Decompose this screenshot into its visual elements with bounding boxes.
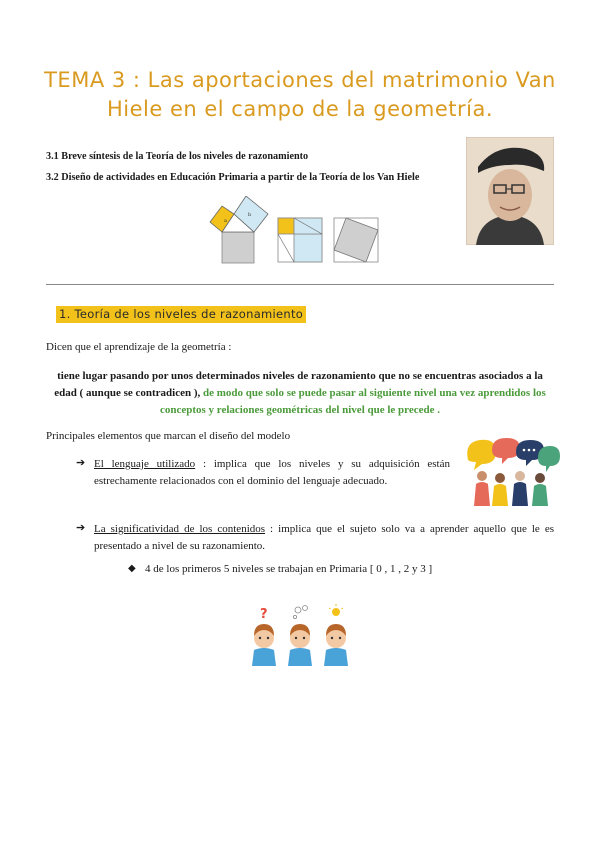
subtopic-3-2: 3.2 Diseño de actividades en Educación Primaria a partir de la Teoría de los Van Hiele bbox=[46, 172, 420, 183]
bullet-language-text: : implica que los niveles y su adquisición están estrechamente relacionados con el dominio del lenguaje adecuado. bbox=[94, 458, 450, 487]
child-question bbox=[252, 607, 276, 666]
diamond-icon: ◆ bbox=[128, 563, 136, 574]
people-talking-illustration bbox=[462, 436, 560, 506]
child-thinking bbox=[288, 606, 312, 667]
bullet-significance-text: : implica que el sujeto solo va a aprender aquello que le es presentado a nivel de su razonamiento. bbox=[94, 523, 555, 552]
child-idea bbox=[324, 604, 348, 666]
arrow-icon: ➔ bbox=[76, 522, 86, 534]
section-heading: 1. Teoría de los niveles de razonamiento bbox=[56, 306, 306, 323]
arrow-icon: ➔ bbox=[76, 457, 86, 469]
page-title bbox=[0, 66, 600, 124]
svg-text:?: ? bbox=[260, 607, 268, 622]
pythagoras-figure-1 bbox=[210, 196, 268, 263]
bullet-significance-term: La significatividad de los contenidos bbox=[94, 523, 266, 535]
divider bbox=[46, 284, 554, 285]
bullet-language-term: El lenguaje utilizado bbox=[94, 458, 196, 470]
pythagoras-figure-2 bbox=[278, 218, 322, 262]
svg-text:b: b bbox=[248, 212, 252, 218]
svg-text:a: a bbox=[224, 218, 227, 224]
title-line-2: Hiele en el campo de la geometría. bbox=[106, 97, 494, 121]
definition-quote bbox=[46, 368, 554, 419]
sub-bullet-levels: 4 de los primeros 5 niveles se trabajan en Primaria [ 0 , 1 , 2 y 3 ] bbox=[145, 563, 433, 575]
subtopic-3-1: 3.1 Breve síntesis de la Teoría de los niveles de razonamiento bbox=[46, 151, 309, 162]
pythagoras-figure-3 bbox=[334, 218, 378, 262]
quote-bold-part: tiene lugar pasando por unos determinados niveles de razonamiento que no se encuentras asociados a la edad ( aunque se contradicen ), bbox=[54, 370, 543, 399]
quote-green-part: de modo que solo se puede pasar al siguiente nivel una vez aprendidos los conceptos y relaciones geométricas del nivel que le precede . bbox=[159, 387, 546, 416]
bullet-significance bbox=[94, 521, 554, 555]
pythagoras-diagrams bbox=[206, 196, 382, 264]
bullet-language bbox=[94, 456, 450, 490]
elements-intro: Principales elementos que marcan el diseño del modelo bbox=[46, 430, 291, 442]
thinking-children-illustration bbox=[240, 604, 360, 666]
van-hiele-portrait bbox=[466, 137, 554, 245]
intro-text: Dicen que el aprendizaje de la geometría : bbox=[46, 341, 232, 353]
title-line-1: TEMA 3 : Las aportaciones del matrimonio Van bbox=[44, 68, 556, 92]
